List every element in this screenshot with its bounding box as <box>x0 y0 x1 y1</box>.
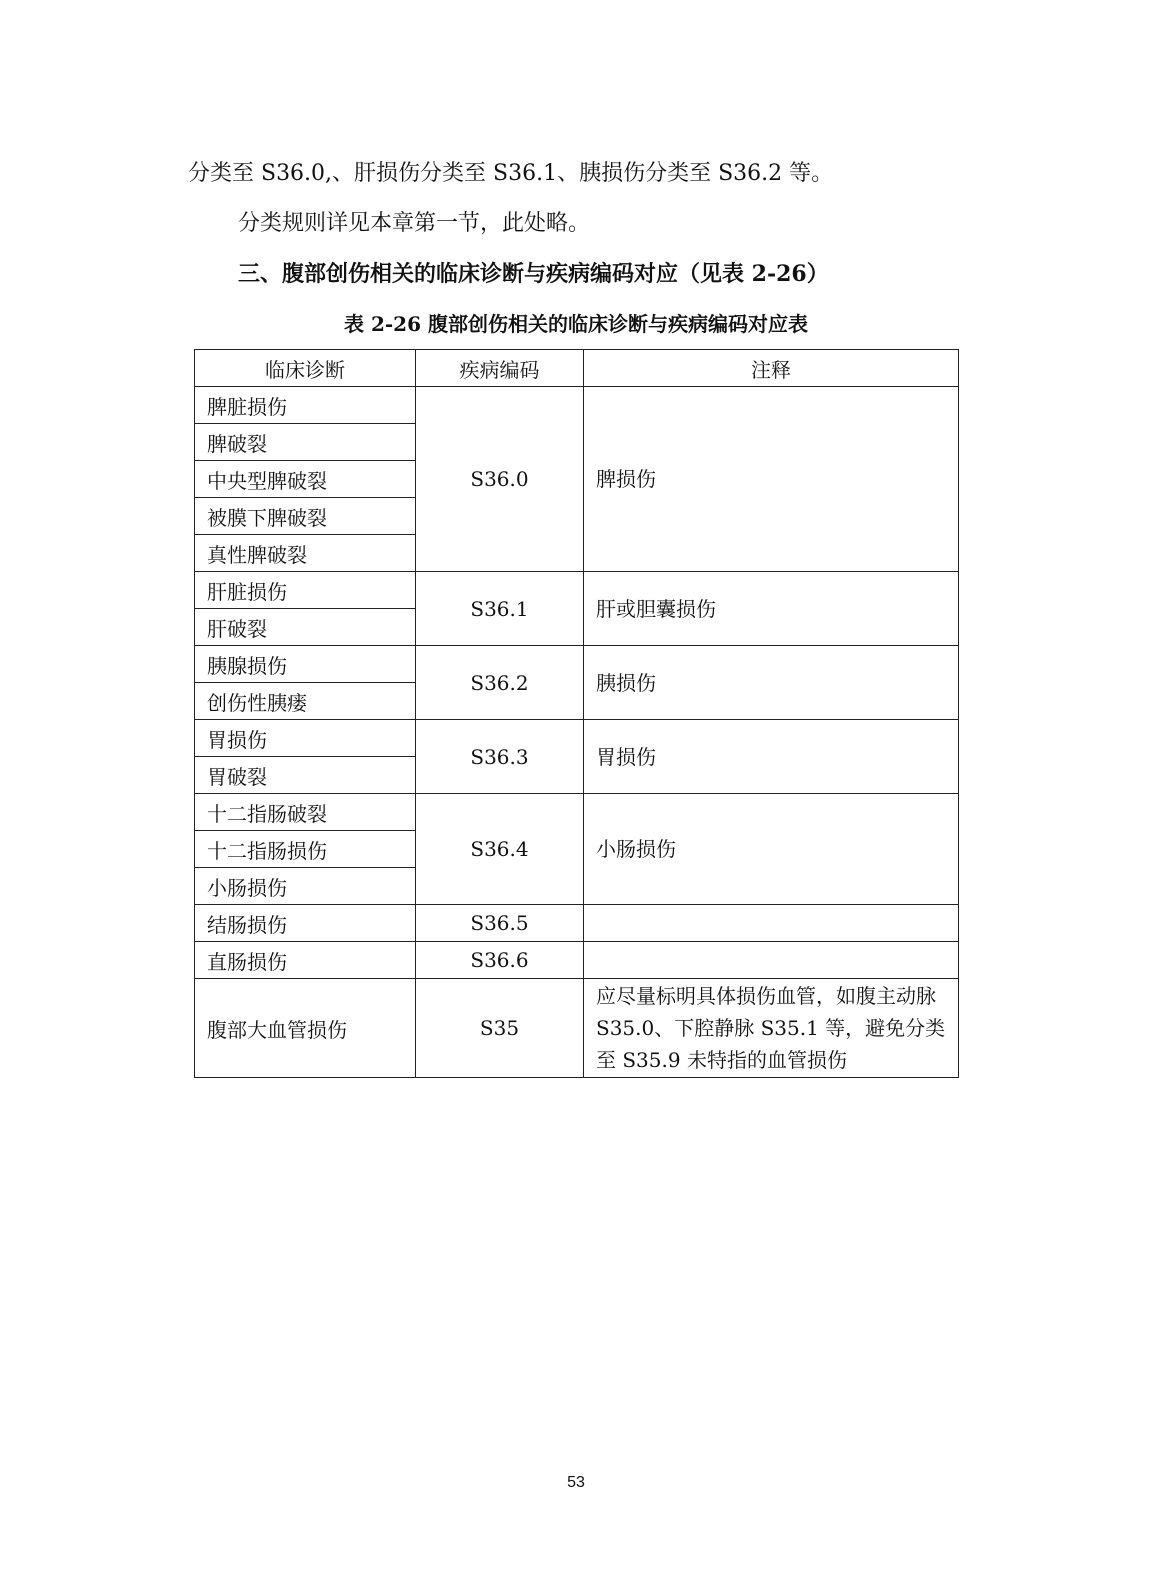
diagnosis-cell: 中央型脾破裂 <box>195 461 416 498</box>
diagnosis-cell: 真性脾破裂 <box>195 535 416 572</box>
diagnosis-cell: 创伤性胰瘘 <box>195 683 416 720</box>
note-cell: 胰损伤 <box>584 646 959 720</box>
diagnosis-cell: 肝脏损伤 <box>195 572 416 609</box>
diagnosis-cell: 直肠损伤 <box>195 942 416 979</box>
code-cell: S36.2 <box>416 646 584 720</box>
page-number: 53 <box>567 1474 585 1491</box>
table-caption: 表 2-26 腹部创伤相关的临床诊断与疾病编码对应表 <box>344 312 808 336</box>
diagnosis-cell: 胰腺损伤 <box>195 646 416 683</box>
paragraph-rules-note: 分类规则详见本章第一节，此处略。 <box>238 211 591 236</box>
table-row <box>195 942 959 979</box>
code-cell: S36.0 <box>416 387 584 572</box>
table-row <box>195 979 959 1078</box>
code-cell: S36.5 <box>416 905 584 942</box>
table-body <box>195 387 959 1078</box>
table-row <box>195 794 959 831</box>
table-row <box>195 905 959 942</box>
note-cell <box>584 905 959 942</box>
note-cell: 肝或胆囊损伤 <box>584 572 959 646</box>
section-heading: 三、腹部创伤相关的临床诊断与疾病编码对应（见表 2-26） <box>238 261 829 287</box>
diagnosis-code-table <box>194 349 959 1078</box>
table-header-row <box>195 350 959 387</box>
diagnosis-cell: 胃损伤 <box>195 720 416 757</box>
header-diagnosis: 临床诊断 <box>195 350 416 387</box>
table-row <box>195 720 959 757</box>
note-cell: 胃损伤 <box>584 720 959 794</box>
code-cell: S36.4 <box>416 794 584 905</box>
diagnosis-cell: 胃破裂 <box>195 757 416 794</box>
diagnosis-cell: 脾脏损伤 <box>195 387 416 424</box>
header-note: 注释 <box>584 350 959 387</box>
code-cell: S36.1 <box>416 572 584 646</box>
code-cell: S36.6 <box>416 942 584 979</box>
table-row <box>195 387 959 424</box>
diagnosis-cell: 腹部大血管损伤 <box>195 979 416 1078</box>
note-cell <box>584 942 959 979</box>
note-cell: 应尽量标明具体损伤血管，如腹主动脉 S35.0、下腔静脉 S35.1 等，避免分类至 S35.9 未特指的血管损伤 <box>584 979 959 1078</box>
diagnosis-cell: 十二指肠破裂 <box>195 794 416 831</box>
diagnosis-cell: 被膜下脾破裂 <box>195 498 416 535</box>
diagnosis-cell: 脾破裂 <box>195 424 416 461</box>
diagnosis-cell: 肝破裂 <box>195 609 416 646</box>
diagnosis-cell: 结肠损伤 <box>195 905 416 942</box>
table-row <box>195 646 959 683</box>
paragraph-continuation: 分类至 S36.0,、肝损伤分类至 S36.1、胰损伤分类至 S36.2 等。 <box>188 161 834 186</box>
header-code: 疾病编码 <box>416 350 584 387</box>
diagnosis-cell: 十二指肠损伤 <box>195 831 416 868</box>
code-cell: S35 <box>416 979 584 1078</box>
table-row <box>195 572 959 609</box>
note-cell: 小肠损伤 <box>584 794 959 905</box>
note-cell: 脾损伤 <box>584 387 959 572</box>
code-cell: S36.3 <box>416 720 584 794</box>
diagnosis-cell: 小肠损伤 <box>195 868 416 905</box>
